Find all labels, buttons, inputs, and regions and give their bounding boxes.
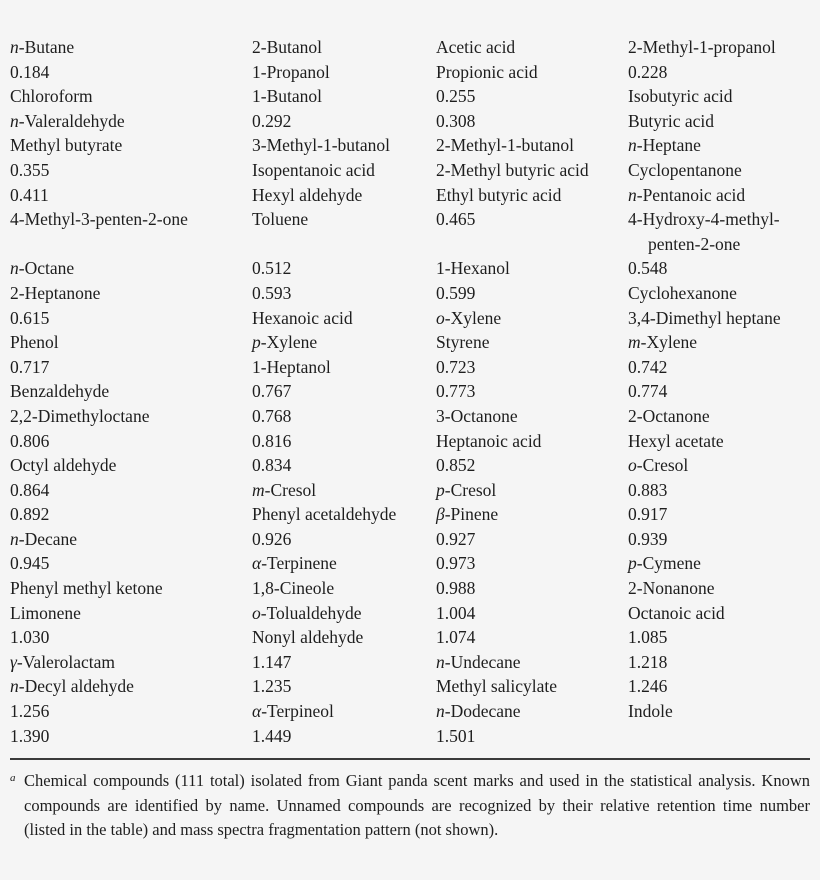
- cell-text: β-Pinene: [436, 504, 499, 525]
- table-cell: [252, 84, 436, 109]
- table-cell: [10, 330, 252, 355]
- cell-text: 0.806: [10, 430, 50, 451]
- table-row: [10, 306, 810, 331]
- cell-text: 2-Butanol: [252, 37, 322, 57]
- cell-text: 0.973: [436, 553, 476, 574]
- cell-text: 3-Methyl-1-butanol: [252, 135, 391, 156]
- table-cell: [10, 183, 252, 208]
- table-cell: [628, 133, 810, 158]
- table-cell: [436, 625, 628, 650]
- cell-text: Cyclopentanone: [628, 159, 742, 180]
- table-cell: [252, 35, 436, 60]
- table-cell: [252, 650, 436, 675]
- table-cell: [628, 404, 810, 429]
- table-cell: [10, 650, 252, 675]
- cell-text: 1-Hexanol: [436, 258, 510, 279]
- cell-text: 1.218: [628, 651, 668, 672]
- table-footnote: [10, 769, 810, 843]
- cell-text: n-Pentanoic acid: [628, 184, 746, 205]
- table-cell: [436, 256, 628, 281]
- cell-text: Toluene: [252, 209, 309, 230]
- cell-text: Indole: [628, 701, 673, 722]
- cell-text: 1-Heptanol: [252, 356, 331, 377]
- cell-text: 1.085: [628, 627, 668, 648]
- cell-text: 1.004: [436, 602, 476, 623]
- cell-text: 0.717: [10, 356, 50, 377]
- table-cell: [436, 133, 628, 158]
- cell-text: n-Decane: [10, 528, 78, 549]
- cell-text: Nonyl aldehyde: [252, 627, 364, 648]
- table-cell: [628, 502, 810, 527]
- table-cell: [436, 306, 628, 331]
- cell-text: 2-Methyl-1-propanol: [628, 37, 776, 57]
- table-cell: [252, 478, 436, 503]
- table-cell: [10, 306, 252, 331]
- table-row: [10, 674, 810, 699]
- cell-text: Isobutyric acid: [628, 86, 733, 107]
- table-cell: [628, 35, 810, 60]
- cell-text: 0.768: [252, 405, 292, 426]
- table-cell: [10, 601, 252, 626]
- cell-text: 0.892: [10, 504, 50, 525]
- table-row: [10, 158, 810, 183]
- table-cell: [628, 625, 810, 650]
- table-cell: [10, 429, 252, 454]
- table-cell: [436, 183, 628, 208]
- cell-text: 2-Heptanone: [10, 282, 101, 303]
- table-cell: [436, 330, 628, 355]
- table-cell: [252, 502, 436, 527]
- cell-text: 2-Octanone: [628, 405, 710, 426]
- cell-text: Phenyl acetaldehyde: [252, 504, 397, 525]
- table-cell: [436, 674, 628, 699]
- table-cell: [252, 281, 436, 306]
- table-cell: [628, 183, 810, 208]
- table-cell: [628, 84, 810, 109]
- cell-text: 1.256: [10, 701, 50, 722]
- cell-text: 1.235: [252, 676, 292, 697]
- table-cell: [10, 281, 252, 306]
- cell-text: 1.030: [10, 627, 50, 648]
- cell-text: p-Cresol: [436, 479, 497, 500]
- table-cell: [10, 453, 252, 478]
- table-cell: [628, 601, 810, 626]
- table-row: [10, 330, 810, 355]
- table-cell: [628, 576, 810, 601]
- cell-text: 1,8-Cineole: [252, 578, 335, 599]
- table-row: [10, 650, 810, 675]
- cell-text: Ethyl butyric acid: [436, 184, 562, 205]
- table-cell: [436, 109, 628, 134]
- cell-text: 1.390: [10, 725, 50, 746]
- cell-text: 2-Methyl butyric acid: [436, 159, 589, 180]
- cell-text: γ-Valerolactam: [10, 651, 116, 672]
- cell-text: 0.255: [436, 86, 476, 107]
- cell-text: 0.593: [252, 282, 292, 303]
- footnote-text: Chemical compounds (111 total) isolated from Giant panda scent marks and used in the statistical analysis. Known compounds are identified by name. Unnamed compounds are recognized by their relative retention time number (listed in the table) and mass spectra fragmentation pattern (not shown).: [24, 771, 810, 839]
- table-cell: [628, 674, 810, 699]
- cell-text: Methyl butyrate: [10, 135, 123, 156]
- table-cell: [10, 60, 252, 85]
- cell-text: o-Xylene: [436, 307, 502, 328]
- cell-text: α-Terpineol: [252, 701, 334, 722]
- cell-text: 0.852: [436, 455, 476, 476]
- table-cell: [10, 355, 252, 380]
- cell-text: 4-Hydroxy-4-methyl-: [628, 209, 780, 230]
- table-cell: [10, 404, 252, 429]
- table-cell: [628, 306, 810, 331]
- table-cell: [628, 281, 810, 306]
- table-cell: [252, 183, 436, 208]
- cell-text: Benzaldehyde: [10, 381, 110, 402]
- table-cell: [252, 379, 436, 404]
- footnote-marker: a: [10, 772, 16, 784]
- table-cell: [252, 699, 436, 724]
- table-cell: [252, 576, 436, 601]
- table-row: [10, 60, 810, 85]
- table-row: [10, 281, 810, 306]
- cell-text: Cyclohexanone: [628, 282, 737, 303]
- table-cell: [628, 699, 810, 724]
- cell-text: 0.927: [436, 528, 476, 549]
- table-row: [10, 576, 810, 601]
- table-cell: [436, 84, 628, 109]
- table-cell: [252, 109, 436, 134]
- cell-text: 3-Octanone: [436, 405, 518, 426]
- cell-text: n-Undecane: [436, 651, 521, 672]
- cell-text: 1.147: [252, 651, 292, 672]
- table-cell: [436, 724, 628, 749]
- table-row: [10, 527, 810, 552]
- table-cell: [436, 699, 628, 724]
- table-cell: [436, 576, 628, 601]
- cell-text: 0.834: [252, 455, 292, 476]
- cell-text: Styrene: [436, 332, 490, 353]
- table-cell: [252, 330, 436, 355]
- cell-text: Octyl aldehyde: [10, 455, 117, 476]
- table-cell: [436, 527, 628, 552]
- table-cell: [10, 576, 252, 601]
- table-cell: [628, 551, 810, 576]
- table-cell: [252, 453, 436, 478]
- cell-text: p-Xylene: [252, 332, 318, 353]
- table-row: [10, 625, 810, 650]
- table-cell: [628, 256, 810, 281]
- table-cell: [10, 35, 252, 60]
- table-row: [10, 453, 810, 478]
- table-cell: [252, 256, 436, 281]
- table-cell: [436, 35, 628, 60]
- table-cell: [436, 404, 628, 429]
- cell-text: 0.816: [252, 430, 292, 451]
- table-cell: [628, 478, 810, 503]
- cell-text: o-Cresol: [628, 455, 689, 476]
- table-row: [10, 355, 810, 380]
- cell-text: Butyric acid: [628, 110, 715, 131]
- table-cell: [436, 355, 628, 380]
- table-cell: [252, 625, 436, 650]
- table-cell: [436, 379, 628, 404]
- table-cell: [10, 84, 252, 109]
- cell-text: 0.883: [628, 479, 668, 500]
- cell-text: 0.926: [252, 528, 292, 549]
- cell-text: n-Butane: [10, 37, 75, 57]
- table-cell: [628, 158, 810, 183]
- table-cell: [10, 724, 252, 749]
- cell-text: Hexyl aldehyde: [252, 184, 363, 205]
- cell-text: 4-Methyl-3-penten-2-one: [10, 209, 188, 230]
- table-cell: [436, 502, 628, 527]
- table-cell: [252, 133, 436, 158]
- table-cell: [252, 306, 436, 331]
- cell-text: Methyl salicylate: [436, 676, 558, 697]
- table-cell: [10, 109, 252, 134]
- table-cell: [252, 158, 436, 183]
- table-cell: [10, 527, 252, 552]
- cell-text: α-Terpinene: [252, 553, 337, 574]
- cell-text: o-Tolualdehyde: [252, 602, 362, 623]
- cell-text: 2-Nonanone: [628, 578, 715, 599]
- cell-text: p-Cymene: [628, 553, 701, 574]
- table-cell: [436, 429, 628, 454]
- table-row: [10, 84, 810, 109]
- cell-text: n-Octane: [10, 258, 75, 279]
- table-cell: [10, 699, 252, 724]
- table-cell: [628, 355, 810, 380]
- cell-text: m-Cresol: [252, 479, 317, 500]
- table-row: [10, 207, 810, 256]
- table-row: [10, 256, 810, 281]
- table-row: [10, 404, 810, 429]
- cell-text: 1.246: [628, 676, 668, 697]
- cell-text: 0.945: [10, 553, 50, 574]
- table-cell: [10, 625, 252, 650]
- table-cell: [628, 527, 810, 552]
- table-cell: [628, 650, 810, 675]
- table-cell: [10, 207, 252, 256]
- cell-text: Chloroform: [10, 86, 93, 107]
- table-row: [10, 429, 810, 454]
- table-cell: [252, 404, 436, 429]
- table-cell: [10, 379, 252, 404]
- table-cell: [436, 650, 628, 675]
- table-cell: [252, 551, 436, 576]
- table-cell: [436, 551, 628, 576]
- table-cell: [252, 60, 436, 85]
- table-cell: [10, 478, 252, 503]
- cell-text: 0.355: [10, 159, 50, 180]
- table-cell: [628, 429, 810, 454]
- table-cell: [252, 355, 436, 380]
- table-cell: [10, 551, 252, 576]
- cell-text: 2,2-Dimethyloctane: [10, 405, 150, 426]
- cell-text: Octanoic acid: [628, 602, 725, 623]
- table-row: [10, 478, 810, 503]
- cell-text: 0.767: [252, 381, 292, 402]
- table-row: [10, 109, 810, 134]
- cell-text: 0.723: [436, 356, 476, 377]
- cell-text: 0.774: [628, 381, 668, 402]
- cell-text: Phenol: [10, 332, 59, 353]
- cell-text: 1.449: [252, 725, 292, 746]
- cell-text: 0.615: [10, 307, 50, 328]
- cell-text: Heptanoic acid: [436, 430, 542, 451]
- compound-table: [10, 35, 810, 748]
- cell-text-continuation: penten-2-one: [648, 233, 741, 254]
- cell-text: 0.512: [252, 258, 292, 279]
- table-row: [10, 601, 810, 626]
- table-cell: [628, 330, 810, 355]
- table-cell: [10, 133, 252, 158]
- table-cell: [436, 60, 628, 85]
- table-cell: [628, 453, 810, 478]
- cell-text: 0.864: [10, 479, 50, 500]
- cell-text: 3,4-Dimethyl heptane: [628, 307, 781, 328]
- table-cell: [436, 478, 628, 503]
- table-cell: [436, 281, 628, 306]
- table-cell: [628, 207, 810, 256]
- table-cell: [252, 724, 436, 749]
- table-bottom-rule: [10, 758, 810, 760]
- table-row: [10, 699, 810, 724]
- cell-text: n-Heptane: [628, 135, 701, 156]
- cell-text: n-Decyl aldehyde: [10, 676, 134, 697]
- cell-text: 0.292: [252, 110, 292, 131]
- table-row: [10, 183, 810, 208]
- cell-text: Hexyl acetate: [628, 430, 724, 451]
- cell-text: 0.599: [436, 282, 476, 303]
- cell-text: Hexanoic acid: [252, 307, 353, 328]
- table-row: [10, 551, 810, 576]
- table-cell: [436, 453, 628, 478]
- cell-text: 1.501: [436, 725, 476, 746]
- table-cell: [10, 674, 252, 699]
- table-row: [10, 35, 810, 60]
- table-cell: [628, 60, 810, 85]
- cell-text: n-Dodecane: [436, 701, 521, 722]
- cell-text: 1.074: [436, 627, 476, 648]
- table-cell: [10, 502, 252, 527]
- table-cell: [252, 601, 436, 626]
- cell-text: 0.548: [628, 258, 668, 279]
- table-cell: [628, 109, 810, 134]
- cell-text: 0.465: [436, 209, 476, 230]
- cell-text: Phenyl methyl ketone: [10, 578, 163, 599]
- cell-text: 0.184: [10, 61, 50, 82]
- cell-text: 0.308: [436, 110, 476, 131]
- table-cell: [252, 527, 436, 552]
- cell-text: n-Valeraldehyde: [10, 110, 125, 131]
- table-cell: [436, 207, 628, 256]
- cell-text: 0.228: [628, 61, 668, 82]
- cell-text: 0.939: [628, 528, 668, 549]
- table-cell: [252, 674, 436, 699]
- cell-text: 0.742: [628, 356, 668, 377]
- table-cell: [252, 429, 436, 454]
- table-cell: [436, 601, 628, 626]
- table-cell: [436, 158, 628, 183]
- table-cell: [628, 379, 810, 404]
- cell-text: 1-Propanol: [252, 61, 330, 82]
- cell-text: Acetic acid: [436, 37, 516, 57]
- table-row: [10, 724, 810, 749]
- cell-text: Propionic acid: [436, 61, 538, 82]
- table-cell: [10, 158, 252, 183]
- cell-text: Isopentanoic acid: [252, 159, 375, 180]
- table-row: [10, 133, 810, 158]
- cell-text: 1-Butanol: [252, 86, 322, 107]
- cell-text: 0.411: [10, 184, 49, 205]
- cell-text: m-Xylene: [628, 332, 698, 353]
- table-row: [10, 502, 810, 527]
- table-cell: [10, 256, 252, 281]
- cell-text: 0.917: [628, 504, 668, 525]
- table-cell: [628, 724, 810, 749]
- cell-text: Limonene: [10, 602, 81, 623]
- cell-text: 2-Methyl-1-butanol: [436, 135, 575, 156]
- table-cell: [252, 207, 436, 256]
- table-row: [10, 379, 810, 404]
- cell-text: 0.773: [436, 381, 476, 402]
- cell-text: 0.988: [436, 578, 476, 599]
